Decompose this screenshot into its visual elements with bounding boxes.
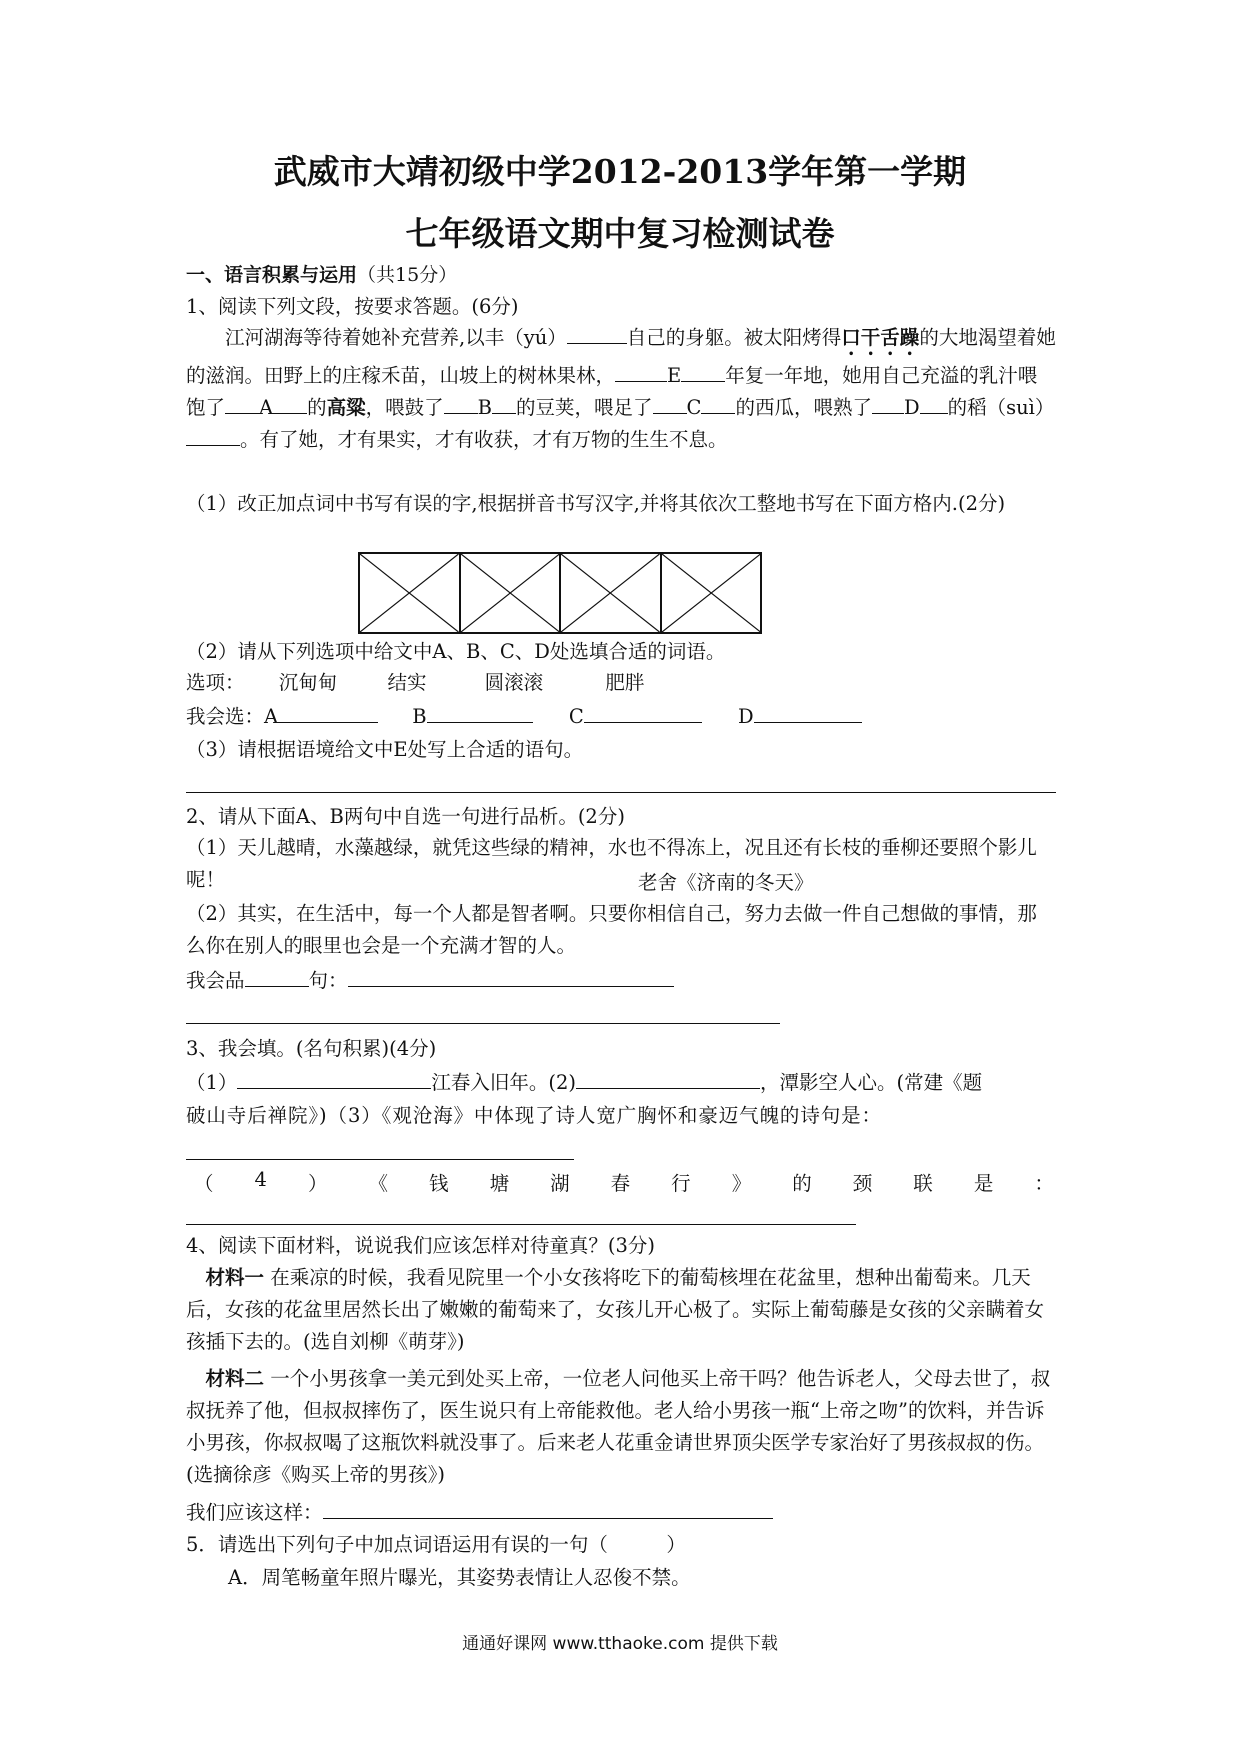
- choose-row: [186, 704, 862, 730]
- q3-answer-line-4[interactable]: [186, 1224, 856, 1225]
- options-row: [186, 670, 644, 696]
- q1-sub2: （2）请从下列选项中给文中A、B、C、D处选填合适的词语。: [186, 640, 726, 663]
- section-1-title: 一、语言积累与运用: [186, 264, 358, 286]
- blank-e-left[interactable]: [615, 363, 667, 382]
- char: ：: [1034, 1172, 1054, 1195]
- options-label: 选项：: [186, 671, 245, 694]
- answer-cell[interactable]: [662, 554, 761, 632]
- answer-cell[interactable]: [360, 554, 461, 632]
- q3-blank-1[interactable]: [237, 1070, 431, 1089]
- choose-d-blank[interactable]: [754, 704, 862, 723]
- q2-answer-row: [186, 968, 674, 994]
- choose-c-blank[interactable]: [584, 704, 702, 723]
- passage-seg: 。有了她，才有果实，才有收获，才有万物的生生不息。: [240, 428, 728, 451]
- footer-download-note: 通通好课网 www.tthaoke.com 提供下载: [462, 1634, 778, 1654]
- answer-cell[interactable]: [561, 554, 662, 632]
- blank-d-left[interactable]: [872, 395, 904, 414]
- passage-seg: ，喂鼓了: [365, 396, 444, 419]
- blank-c-left[interactable]: [653, 395, 687, 414]
- blank-yu[interactable]: [567, 325, 627, 344]
- passage-seg: 的大地渴望着她的滋润。田野上的庄稼禾苗，山坡上的树林果林，: [186, 326, 1056, 387]
- option-4: 肥胖: [605, 671, 645, 694]
- blank-e-right[interactable]: [681, 363, 725, 382]
- bold-word: 高粱: [326, 396, 366, 419]
- q4-answer-row: [186, 1500, 773, 1526]
- answer-grid[interactable]: [358, 552, 762, 634]
- q2-source: 老舍《济南的冬天》: [638, 871, 814, 894]
- blank-c-right[interactable]: [701, 395, 735, 414]
- label-c: C: [686, 396, 702, 419]
- passage-seg: 年复一年地，她用自己充溢的乳汁喂饱了: [186, 364, 1038, 419]
- label-d: D: [903, 396, 920, 419]
- exam-title-line1: 武威市大靖初级中学2012-2013学年第一学期: [273, 152, 967, 191]
- q3-prompt: 3、我会填。(名句积累)(4分): [186, 1037, 437, 1060]
- passage-seg: 的豆荚，喂足了: [516, 396, 653, 419]
- choose-c-label: C: [568, 705, 584, 728]
- q5-option-a: A．周笔畅童年照片曝光，其姿势表情让人忍俊不禁。: [228, 1566, 691, 1589]
- q2-sentence-2: （2）其实，在生活中，每一个人都是智者啊。只要你相信自己，努力去做一件自己想做的事情，那么你在别人的眼里也会是一个充满才智的人。: [186, 902, 1037, 957]
- q4-answer-label: 我们应该这样：: [186, 1501, 323, 1524]
- q2-answer-line[interactable]: [186, 1023, 780, 1024]
- q3-line3: [194, 1168, 1054, 1196]
- passage-seg: 自己的身躯。被太阳烤得: [626, 326, 842, 349]
- choose-b-blank[interactable]: [427, 704, 533, 723]
- q5-prompt: 5．请选出下列句子中加点词语运用有误的一句（ ）: [186, 1533, 686, 1556]
- q4-answer-blank[interactable]: [323, 1500, 773, 1519]
- q3-l1-b: 江春入旧年。(2): [431, 1071, 577, 1094]
- q2-sentence-1: （1）天儿越晴，水藻越绿，就凭这些绿的精神，水也不得冻上，况且还有长枝的垂柳还要照个影儿呢！: [186, 836, 1037, 891]
- label-a: A: [259, 396, 274, 419]
- blank-b-left[interactable]: [444, 395, 478, 414]
- q2-answer-colon: 句：: [308, 969, 348, 992]
- char: ）: [307, 1172, 328, 1195]
- label-e: E: [667, 364, 682, 387]
- passage-seg: 江河湖海等待着她补充营养,以丰（yú）: [225, 326, 567, 349]
- q3-answer-line-3[interactable]: [186, 1159, 574, 1160]
- passage-seg: 的西瓜，喂熟了: [735, 396, 872, 419]
- option-2: 结实: [387, 671, 427, 694]
- char: 行: [671, 1172, 691, 1195]
- q2-answer-label: 我会品: [186, 969, 245, 992]
- char: 联: [913, 1172, 933, 1195]
- answer-line-e[interactable]: [186, 792, 1056, 793]
- blank-b-right[interactable]: [492, 395, 516, 414]
- choose-b-label: B: [412, 705, 427, 728]
- passage-seg: 的稻（suì）: [947, 396, 1055, 419]
- char: 春: [610, 1172, 631, 1195]
- q3-l1-a: （1）: [186, 1071, 238, 1094]
- char: 4: [254, 1168, 267, 1191]
- q2-prompt: 2、请从下面A、B两句中自选一句进行品析。(2分): [186, 805, 625, 828]
- char: 《: [368, 1172, 389, 1195]
- section-1-score: （共15分）: [357, 264, 458, 286]
- q3-l1-c: ，潭影空人心。(常建《题: [760, 1071, 983, 1094]
- blank-d-right[interactable]: [920, 395, 948, 414]
- material-2-label: 材料二: [205, 1367, 265, 1390]
- q4-material-2: [186, 1363, 1056, 1491]
- q4-material-1: [186, 1262, 1056, 1358]
- char: 钱: [429, 1172, 449, 1195]
- q2-choice-blank[interactable]: [245, 968, 309, 987]
- char: （: [194, 1172, 214, 1195]
- option-1: 沉甸甸: [278, 671, 338, 694]
- q1-sub3: （3）请根据语境给文中E处写上合适的语句。: [186, 738, 584, 761]
- char: 颈: [852, 1172, 873, 1195]
- answer-cell[interactable]: [461, 554, 562, 632]
- choose-d-label: D: [737, 705, 754, 728]
- q3-line3-chars: [194, 1168, 1054, 1196]
- char: 塘: [489, 1172, 510, 1195]
- blank-sui[interactable]: [186, 427, 240, 446]
- char: 》: [731, 1172, 752, 1195]
- material-1-label: 材料一: [205, 1266, 265, 1289]
- char: 的: [792, 1172, 812, 1195]
- section-1-heading: [186, 260, 457, 287]
- option-3: 圆滚滚: [484, 671, 544, 694]
- choose-a-blank[interactable]: [278, 704, 378, 723]
- q4-prompt: 4、阅读下面材料，说说我们应该怎样对待童真？(3分): [186, 1234, 656, 1257]
- q3-line2: 破山寺后禅院》)（3）《观沧海》中体现了诗人宽广胸怀和豪迈气魄的诗句是：: [186, 1104, 882, 1127]
- char: 是: [973, 1172, 994, 1195]
- material-1-text: 在乘凉的时候，我看见院里一个小女孩将吃下的葡萄核埋在花盆里，想种出葡萄来。几天后，女孩的花盆里居然长出了嫩嫩的葡萄来了，女孩儿开心极了。实际上葡萄藤是女孩的父亲瞒着女孩插下去的。(选自刘柳《萌芽》): [186, 1266, 1045, 1353]
- q1-sub1: （1）改正加点词中书写有误的字,根据拼音书写汉字,并将其依次工整地书写在下面方格内.(2分): [186, 492, 1006, 515]
- q1-passage: [186, 322, 1056, 456]
- exam-title-line2: 七年级语文期中复习检测试卷: [405, 214, 835, 253]
- choose-label: 我会选：A: [186, 705, 279, 728]
- passage-seg: 的: [307, 396, 327, 419]
- blank-a-right[interactable]: [273, 395, 307, 414]
- q3-blank-2[interactable]: [576, 1070, 760, 1089]
- label-b: B: [477, 396, 492, 419]
- char: 湖: [550, 1172, 570, 1195]
- dotted-word: 口干舌躁: [841, 326, 920, 349]
- blank-a-left[interactable]: [225, 395, 259, 414]
- q1-prompt: 1、阅读下列文段，按要求答题。(6分): [186, 295, 519, 318]
- q2-answer-blank[interactable]: [348, 968, 674, 987]
- q3-line1: [186, 1070, 982, 1096]
- material-2-text: 一个小男孩拿一美元到处买上帝，一位老人问他买上帝干吗？他告诉老人，父母去世了，叔叔抚养了他，但叔叔摔伤了，医生说只有上帝能救他。老人给小男孩一瓶“上帝之吻”的饮料，并告诉小男孩，你叔叔喝了这瓶饮料就没事了。后来老人花重金请世界顶尖医学专家治好了男孩叔叔的伤。(选摘徐彦《购买上帝的男孩》): [186, 1367, 1051, 1486]
